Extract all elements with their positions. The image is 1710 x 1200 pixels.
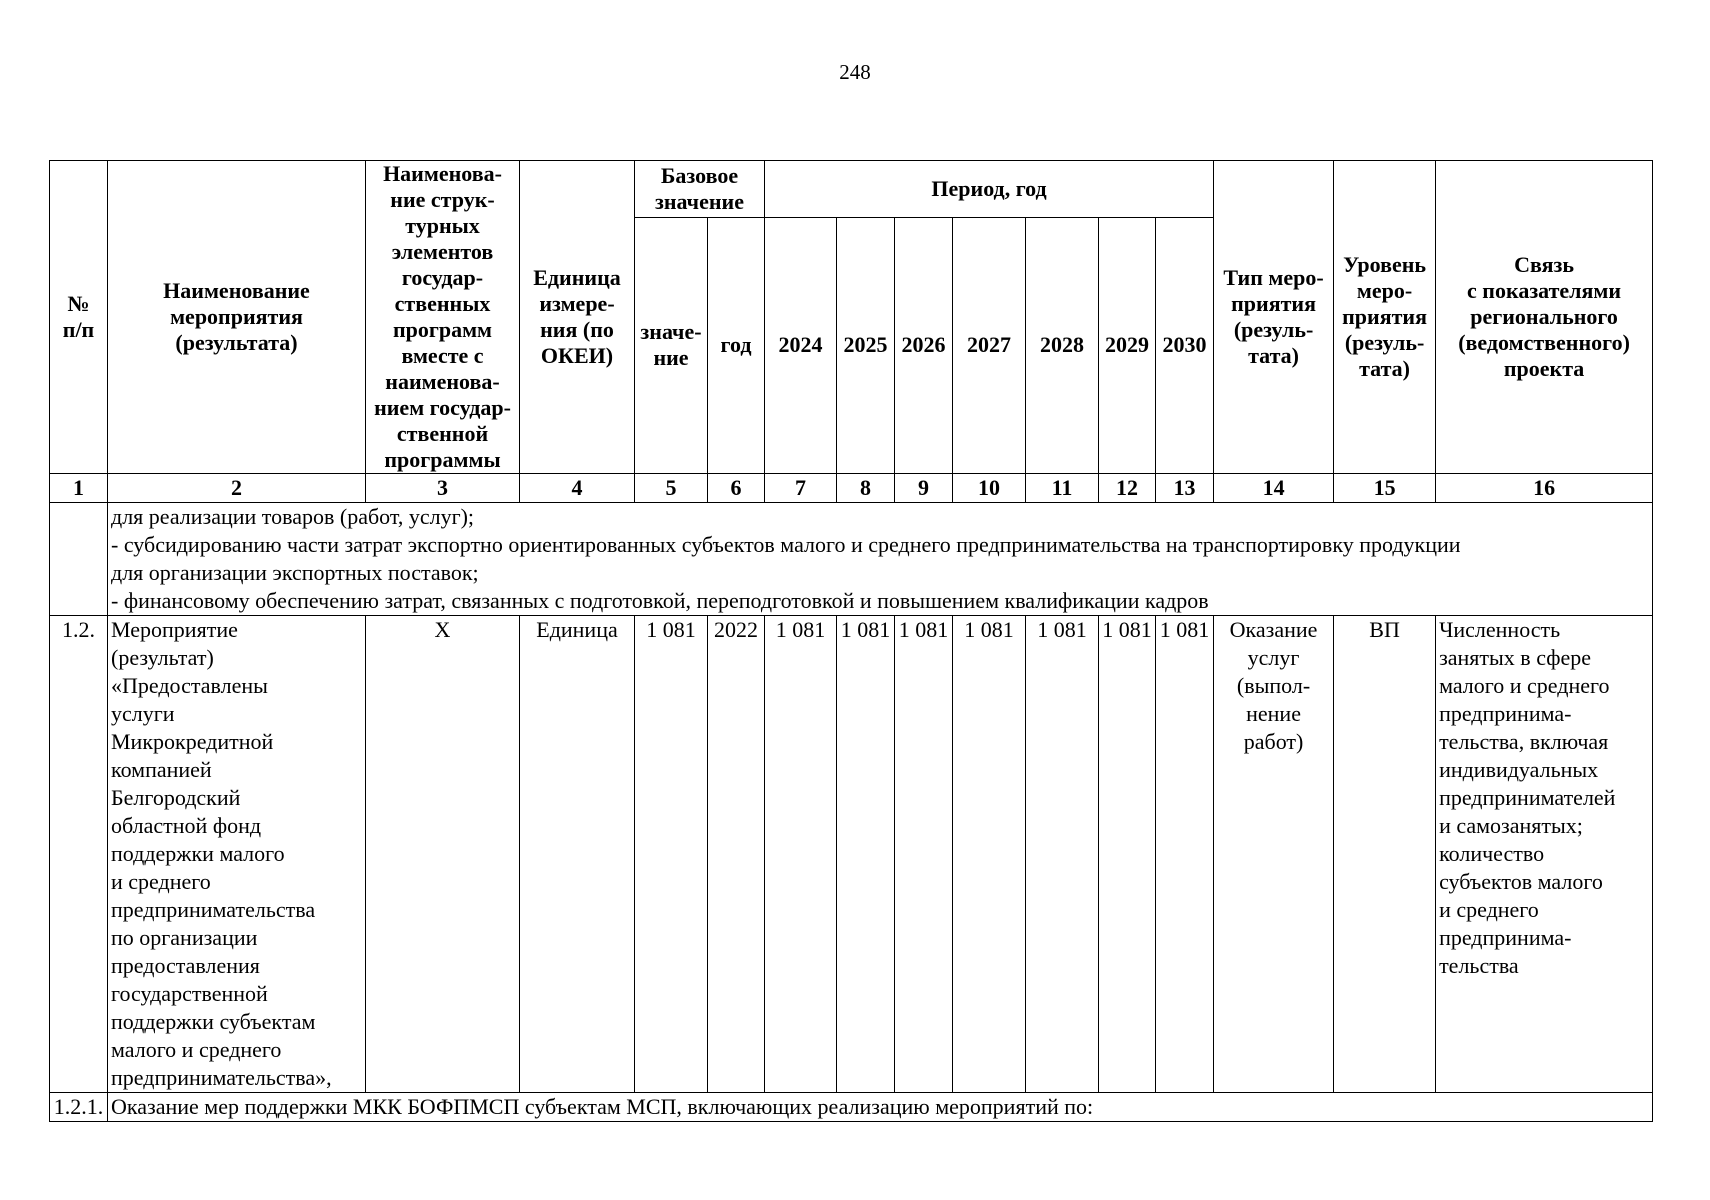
value-2025: 1 081: [837, 616, 895, 1093]
continuation-line: - субсидированию части затрат экспортно ориентированных субъектов малого и среднего предпринимательства на транспортировку продукции: [111, 532, 1461, 557]
header-year-2028: 2028: [1026, 217, 1099, 473]
continuation-line: для реализации товаров (работ, услуг);: [111, 504, 475, 529]
column-number: 3: [366, 474, 520, 503]
column-numbers-row: [50, 474, 1653, 503]
continuation-text: [108, 503, 1653, 616]
column-number: 11: [1026, 474, 1099, 503]
activity-type: Оказание услуг (выпол- нение работ): [1214, 616, 1334, 1093]
value-2028: 1 081: [1026, 616, 1099, 1093]
row-text: Оказание мер поддержки МКК БОФПМСП субъектам МСП, включающих реализацию мероприятий по:: [108, 1093, 1653, 1122]
table-row-1-2: [50, 616, 1653, 1093]
value-2027: 1 081: [953, 616, 1026, 1093]
column-number: 5: [635, 474, 708, 503]
header-activity-type: Тип меро- приятия (резуль- тата): [1214, 161, 1334, 474]
structural-element: Х: [366, 616, 520, 1093]
header-base-value: Базовое значение: [635, 161, 765, 218]
base-year: 2022: [708, 616, 765, 1093]
continuation-line: для организации экспортных поставок;: [111, 560, 479, 585]
header-period: Период, год: [765, 161, 1214, 218]
header-base-value-value: значе- ние: [635, 217, 708, 473]
header-year-2025: 2025: [837, 217, 895, 473]
header-activity-level: Уровень меро- приятия (резуль- тата): [1334, 161, 1436, 474]
table-row-1-2-1: [50, 1093, 1653, 1122]
header-project-link: Связь с показателями регионального (ведомственного) проекта: [1436, 161, 1653, 474]
column-number: 12: [1099, 474, 1156, 503]
column-number: 16: [1436, 474, 1653, 503]
continuation-num-cell: [50, 503, 108, 616]
column-number: 2: [108, 474, 366, 503]
header-year-2030: 2030: [1156, 217, 1214, 473]
value-2026: 1 081: [895, 616, 953, 1093]
activity-name: Мероприятие (результат) «Предоставлены услуги Микрокредитной компанией Белгородский областной фонд поддержки малого и среднего предпринимательства по организации предоставления государственной поддержки субъектам малого и среднего предпринимательства»,: [108, 616, 366, 1093]
value-2029: 1 081: [1099, 616, 1156, 1093]
column-number: 10: [953, 474, 1026, 503]
unit: Единица: [520, 616, 635, 1093]
header-base-value-year: год: [708, 217, 765, 473]
column-number: 4: [520, 474, 635, 503]
project-link: Численность занятых в сфере малого и среднего предпринима- тельства, включая индивидуальных предпринимателей и самозанятых; количество субъектов малого и среднего предпринима- тельства: [1436, 616, 1653, 1093]
column-number: 7: [765, 474, 837, 503]
row-number: 1.2.: [50, 616, 108, 1093]
value-2030: 1 081: [1156, 616, 1214, 1093]
column-number: 1: [50, 474, 108, 503]
continuation-row: [50, 503, 1653, 616]
column-number: 9: [895, 474, 953, 503]
base-value: 1 081: [635, 616, 708, 1093]
column-number: 6: [708, 474, 765, 503]
header-unit: Единица измере- ния (по ОКЕИ): [520, 161, 635, 474]
column-number: 14: [1214, 474, 1334, 503]
header-year-2026: 2026: [895, 217, 953, 473]
activity-level: ВП: [1334, 616, 1436, 1093]
header-row-1: [50, 161, 1653, 218]
column-number: 15: [1334, 474, 1436, 503]
column-number: 13: [1156, 474, 1214, 503]
header-num: № п/п: [50, 161, 108, 474]
header-year-2027: 2027: [953, 217, 1026, 473]
header-year-2029: 2029: [1099, 217, 1156, 473]
value-2024: 1 081: [765, 616, 837, 1093]
header-year-2024: 2024: [765, 217, 837, 473]
page-number: 248: [839, 60, 871, 84]
continuation-line: - финансовому обеспечению затрат, связанных с подготовкой, переподготовкой и повышением квалификации кадров: [111, 588, 1209, 613]
row-number: 1.2.1.: [50, 1093, 108, 1122]
column-number: 8: [837, 474, 895, 503]
header-activity-name: Наименование мероприятия (результата): [108, 161, 366, 474]
activities-table: [49, 160, 1653, 1122]
header-structural-elements: Наименова- ние струк- турных элементов государ- ственных программ вместе с наименова- нием государ- ственной программы: [366, 161, 520, 474]
